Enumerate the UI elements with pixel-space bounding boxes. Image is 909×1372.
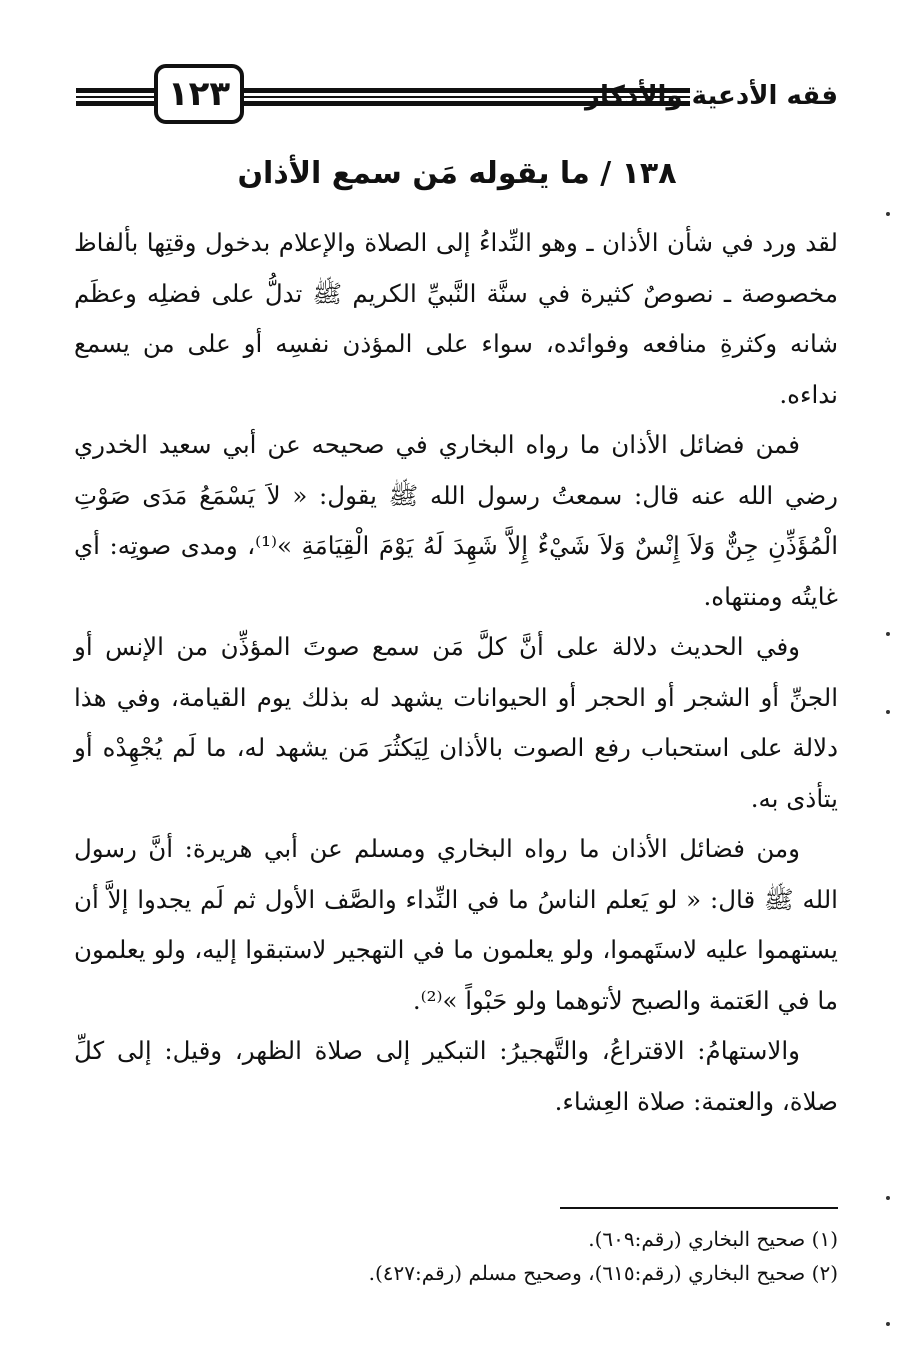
paragraph: وفي الحديث دلالة على أنَّ كلَّ مَن سمع صوتَ المؤذِّن من الإنس أو الجنِّ أو الشجر أو الحجر أو الحيوانات يشهد له بذلك يوم القيامة، وفي هذا دلالة على استحباب رفع الصوت بالأذان لِيَكثُرَ مَن يشهد له، ما لَم يُجْهِدْه أو يتأذى به. [74, 632, 838, 813]
margin-dot [886, 710, 890, 714]
paragraph: فمن فضائل الأذان ما رواه البخاري في صحيحه عن أبي سعيد الخدري رضي الله عنه قال: سمعتُ رسول الله ﷺ يقول: « لاَ يَسْمَعُ مَدَى صَوْتِ الْمُؤَذِّنِ جِنٌّ وَلاَ إِنْسٌ وَلاَ شَيْءٌ إِلاَّ شَهِدَ لَهُ يَوْمَ الْقِيَامَةِ »⁽¹⁾، ومدى صوتِه: أي غايتُه ومنتهاه. [74, 430, 838, 611]
margin-dot [886, 1196, 890, 1200]
header-rule [76, 101, 158, 106]
footnotes [74, 1222, 838, 1290]
paragraph: لقد ورد في شأن الأذان ـ وهو النِّداءُ إلى الصلاة والإعلام بدخول وقتِها بألفاظ مخصوصة ـ نصوصٌ كثيرة في سنَّة النَّبيِّ الكريم ﷺ تدلُّ على فضلِه وعظَم شانه وكثرةِ منافعه وفوائده، سواء على المؤذن نفسِه أو على من يسمع نداءه. [74, 228, 838, 409]
footnote: (١) صحيح البخاري (رقم:٦٠٩). [588, 1227, 838, 1251]
margin-dot [886, 212, 890, 216]
margin-dot [886, 632, 890, 636]
book-title: فقه الأدعية والأذكار [585, 81, 838, 111]
page-number: ١٢٣ [154, 64, 244, 124]
footnote: (٢) صحيح البخاري (رقم:٦١٥)، وصحيح مسلم (رقم:٤٢٧). [368, 1261, 838, 1285]
page-header [76, 62, 838, 134]
margin-dot [886, 1322, 890, 1326]
header-rule [76, 88, 158, 93]
footnote-separator [560, 1207, 838, 1209]
paragraph: والاستهامُ: الاقتراعُ، والتَّهجيرُ: التبكير إلى صلاة الظهر، وقيل: إلى كلِّ صلاة، والعتمة: صلاة العِشاء. [74, 1036, 838, 1116]
body-text [74, 218, 838, 1127]
paragraph: ومن فضائل الأذان ما رواه البخاري ومسلم عن أبي هريرة: أنَّ رسول الله ﷺ قال: « لو يَعلم الناسُ ما في النِّداء والصَّف الأول ثم لَم يجدوا إلاَّ أن يستهموا عليه لاستَهموا، ولو يعلمون ما في التهجير لاستبقوا إليه، ولو يعلمون ما في العَتمة والصبح لأتوهما ولو حَبْواً »⁽²⁾. [74, 834, 838, 1015]
section-heading: ١٣٨ / ما يقوله مَن سمع الأذان [237, 156, 677, 191]
header-rule [76, 96, 158, 98]
